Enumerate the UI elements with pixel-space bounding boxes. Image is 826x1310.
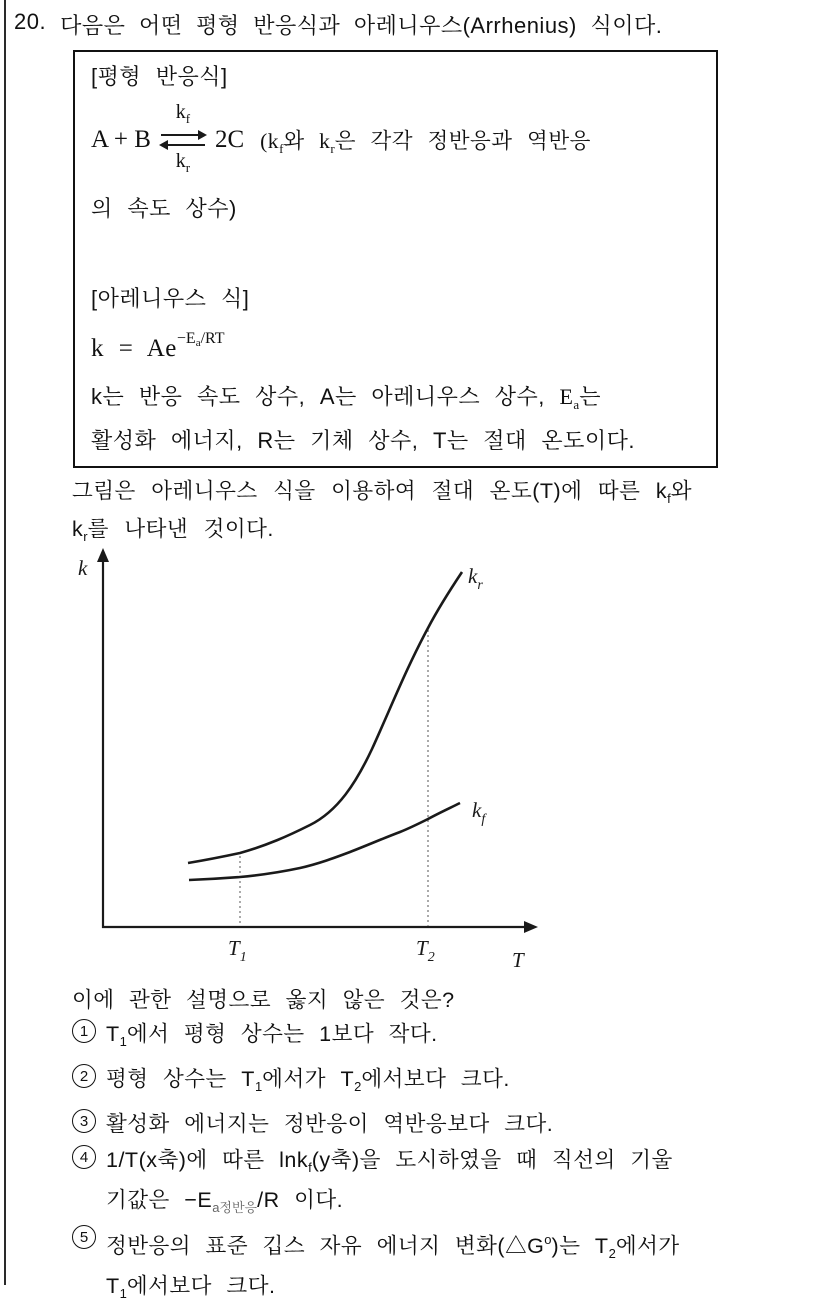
option-3-number: 3	[72, 1109, 96, 1133]
column-divider-line	[4, 0, 6, 1285]
arrhenius-equation: $k = Ae^{-Ea/RT}$	[91, 330, 225, 362]
option-2-text: 평형 상수는 $T_1$에서가 $T_2$에서보다 크다.	[106, 1067, 510, 1094]
option-5-number: 5	[72, 1225, 96, 1249]
t2-tick-label: $T_2$	[416, 936, 435, 965]
option-3	[72, 1108, 553, 1140]
reaction-right-side: 2C	[214, 126, 245, 153]
option-5-line2: $T_1$에서보다 크다.	[106, 1274, 276, 1301]
equilibrium-arrows	[161, 101, 205, 179]
reverse-rate-label: $k_r$	[175, 150, 191, 175]
option-4-number: 4	[72, 1145, 96, 1169]
t1-tick-label: $T_1$	[228, 936, 247, 965]
x-axis-label: T	[512, 948, 524, 972]
arrhenius-description-line1: k는 반응 속도 상수, A는 아레니우스 상수, $E_a$는	[91, 384, 601, 412]
option-5-text	[106, 1224, 680, 1310]
reaction-left-side: A + B	[91, 126, 151, 153]
option-1-text: $T_1$에서 평형 상수는 1보다 작다.	[106, 1022, 438, 1049]
reaction-equation	[91, 94, 591, 186]
reaction-note-continued: 의 속도 상수)	[91, 196, 237, 221]
option-4-text	[106, 1144, 673, 1224]
option-2	[72, 1063, 510, 1103]
option-4	[72, 1144, 673, 1224]
kr-curve-label: $k_r$	[468, 564, 483, 593]
arrhenius-graph	[60, 545, 560, 977]
option-4-line2: 기값은 $-E_{a정반응}/R$ 이다.	[106, 1188, 344, 1215]
figure-caption-line1: 그림은 아레니우스 식을 이용하여 절대 온도(T)에 따른 $k_f$와	[72, 479, 693, 506]
x-axis-arrow-icon	[524, 921, 538, 933]
reaction-note: ($k_f$와 $k_r$은 각각 정반응과 역반응	[260, 128, 591, 156]
kr-curve	[188, 572, 462, 863]
forward-arrow-icon	[161, 134, 205, 136]
kf-curve-label: $k_f$	[472, 798, 486, 827]
reverse-arrow-icon	[161, 144, 205, 146]
question-title: 다음은 어떤 평형 반응식과 아레니우스(Arrhenius) 식이다.	[60, 13, 663, 38]
figure-caption	[72, 476, 812, 552]
question-prompt: 이에 관한 설명으로 옳지 않은 것은?	[72, 988, 455, 1012]
forward-rate-label: $k_f$	[175, 101, 191, 126]
stimulus-box	[73, 50, 718, 468]
option-5-line1: 정반응의 표준 깁스 자유 에너지 변화$(\triangle G^o)$는 $T_2$에서가	[106, 1232, 680, 1261]
option-1-number: 1	[72, 1019, 96, 1043]
option-5	[72, 1224, 680, 1310]
y-axis-label: k	[78, 556, 88, 580]
arrhenius-section-header: [아레니우스 식]	[91, 286, 250, 311]
option-1	[72, 1018, 438, 1058]
question-number: 20.	[14, 9, 47, 34]
option-4-line1: 1/T(x축)에 따른 lnk$_f$(y축)을 도시하였을 때 직선의 기울	[106, 1148, 673, 1175]
figure-caption-line2: $k_r$를 나타낸 것이다.	[72, 517, 274, 544]
equilibrium-section-header: [평형 반응식]	[91, 64, 228, 89]
y-axis-arrow-icon	[97, 548, 109, 562]
question-header	[14, 9, 662, 40]
option-3-text: 활성화 에너지는 정반응이 역반응보다 크다.	[106, 1112, 554, 1136]
arrhenius-description-line2: 활성화 에너지, R는 기체 상수, T는 절대 온도이다.	[91, 428, 635, 453]
option-2-number: 2	[72, 1064, 96, 1088]
